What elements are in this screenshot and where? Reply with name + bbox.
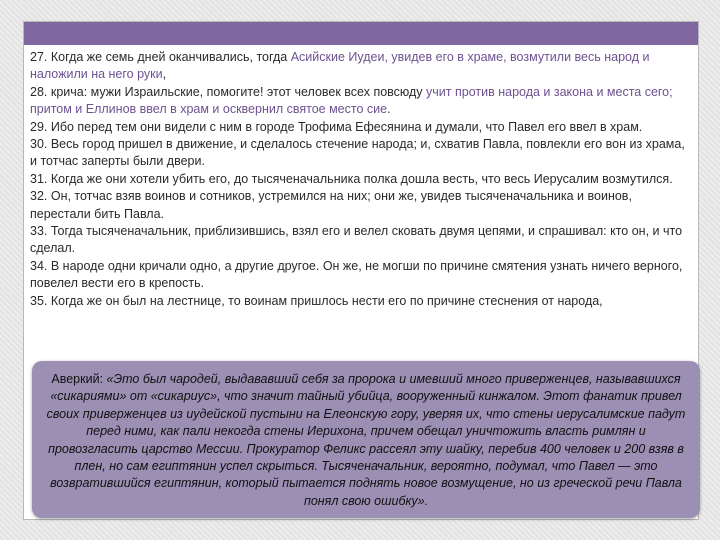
commentary-speaker: Аверкий:	[51, 372, 104, 386]
verse-text: 31. Когда же они хотели убить его, до тысяченачальника полка дошла весть, что весь Иерусалим возмутился.	[30, 171, 673, 186]
verse	[30, 84, 690, 119]
verse	[30, 136, 690, 171]
title-bar	[24, 22, 698, 45]
verse-text: 32. Он, тотчас взяв воинов и сотников, устремился на них; они же, увидев тысяченачальника и воинов, перестали бить Павла.	[30, 189, 632, 221]
commentary-callout	[32, 361, 700, 518]
verse	[30, 171, 690, 188]
verse-text: ,	[162, 67, 167, 82]
verse-text: 34. В народе одни кричали одно, а другие другое. Он же, не могши по причине смятения узнать ничего верного, повелел вести его в крепость.	[30, 258, 683, 291]
verse	[30, 293, 690, 310]
verse-highlight: учит против народа и закона и места сего; притом и Еллинов ввел в храм и осквернил святое место сие	[30, 84, 673, 117]
verse-highlight: Асийские Иудеи, увидев его в храме, возмутили весь народ и наложили на него руки	[30, 50, 650, 82]
verse	[30, 223, 690, 258]
verse-text: 27. Когда же семь дней оканчивались, тогда	[30, 50, 291, 64]
verse-list	[30, 49, 690, 310]
commentary-text: «Это был чародей, выдававший себя за пророка и имевший много приверженцев, называвшихся «сикариями» от «сикариус», что значит тайный убийца, вооруженный кинжалом. Этот фанатик привел своих приверженцев из иудейской пустыни на Елеонскую гору, уверяя их, что стены иерусалимские падут перед ними, как пали некогда стены Иерихона, причем обещал уничтожить власть римлян и провозгласить царство Мессии. Прокуратор Феликс рассеял эту шайку, перебив 400 человек и 200 взяв в плен, но сам египтянин успел скрыться. Тысяченачальник, вероятно, подумал, что Павел — это возвратившийся египтянин, который пытается поднять новое возмущение, но из греческой речи Павла понял свою ошибку».	[46, 372, 686, 508]
verse-text: 30. Весь город пришел в движение, и сделалось стечение народа; и, схватив Павла, повлекли его вон из храма, и тотчас заперты были двери.	[30, 137, 685, 169]
verse-text: 35. Когда же он был на лестнице, то воинам пришлось нести его по причине стеснения от народа,	[30, 293, 603, 308]
verse-text: 33. Тогда тысяченачальник, приблизившись, взял его и велел сковать двумя цепями, и спрашивал: кто он, и что сделал.	[30, 224, 683, 256]
verse	[30, 258, 690, 293]
verse-text: 28. крича: мужи Израильские, помогите! этот человек всех повсюду	[30, 84, 427, 99]
verse	[30, 188, 690, 223]
verse	[30, 49, 690, 84]
verse-text: 29. Ибо перед тем они видели с ним в городе Трофима Ефесянина и думали, что Павел его ввел в храм.	[30, 119, 643, 134]
verse-text: .	[387, 102, 391, 117]
verse	[30, 119, 690, 136]
